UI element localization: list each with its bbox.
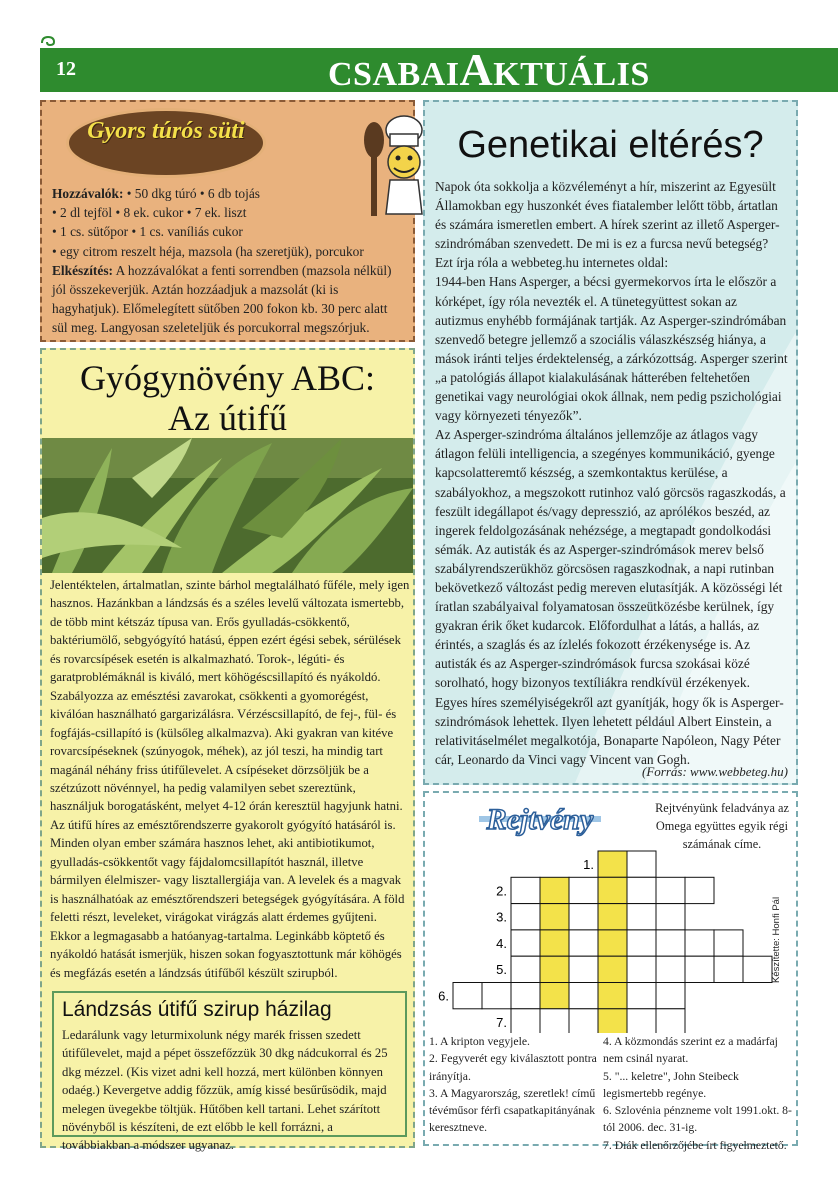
clues-left <box>429 1033 601 1137</box>
row-number: 2. <box>496 883 507 899</box>
recipe-label: Elkészítés: <box>52 262 113 278</box>
grid-cell <box>656 904 685 930</box>
herb-title-line2: Az útifű <box>168 398 287 438</box>
row-number: 1. <box>583 857 594 872</box>
grid-cell <box>540 930 569 956</box>
grid-cell <box>569 930 598 956</box>
grid-cell <box>685 956 714 982</box>
grid-cell <box>569 1009 598 1033</box>
grid-cell <box>656 956 685 982</box>
clue: 3. A Magyarország, szeretlek! című tévéműsor férfi csapatkapitányának keresztneve. <box>429 1086 596 1135</box>
grid-cell <box>598 956 627 982</box>
recipe-text: • egy citrom reszelt héja, mazsola (ha szeretjük), porcukor <box>52 243 364 259</box>
puzzle-intro: Rejtvényünk feladványa az Omega együttes egyik régi számának címe. <box>655 801 789 851</box>
herb-title <box>42 358 413 438</box>
clue: 7. Diák ellenőrzőjébe írt figyelmeztető. <box>603 1138 787 1152</box>
grid-cell <box>656 1009 685 1033</box>
grid-cell <box>482 983 511 1009</box>
grid-cell <box>598 983 627 1009</box>
row-number: 3. <box>496 909 507 925</box>
grid-cell <box>540 983 569 1009</box>
crossword-grid[interactable] <box>425 793 796 1033</box>
recipe-text: • 2 dl tejföl • 8 ek. cukor • 7 ek. liszt <box>52 205 247 221</box>
puzzle-credit: Készítette: Honfi Pál <box>771 896 782 983</box>
header-bar <box>40 44 838 95</box>
grid-cell <box>511 1009 540 1033</box>
recipe-text: A hozzávalókat a fenti sorrendben (mazsola nélkül) jól összekeverjük. Aztán hozzáadjuk a mazsolát (ki is hagyhatjuk). Előmelegített sütőben 200 fokon kb. 30 perc alatt sül meg. Langyosan szeleteljük és porcukorral megszórjuk. <box>52 262 392 336</box>
grid-cell <box>627 851 656 877</box>
clue: 2. Fegyverét egy kiválasztott pontra irányítja. <box>429 1052 597 1083</box>
grid-cell <box>598 877 627 903</box>
grid-cell <box>511 930 540 956</box>
herb-body: Jelentéktelen, ártalmatlan, szinte bárhol megtalálható fűféle, mely igen hasznos. Hazánkban a lándzsás és a széles levelű változata ismertebb, de több mint kétszáz típusa van. Erős gyulladás-csökkentő, baktériumölő, sebgyógyító hatású, éppen ezért égési sebek, sérülések és rovarcsípések esetén is alkalmazható. Torok-, légúti- és garatproblémáknál is kiváló, mert köhögéscsillapító és nyákoldó. Szabályozza az emésztési zavarokat, csökkenti a gyomorégést, kiválóan használható gargarizálásra. Vérzéscsillapító, de fej-, fül- és fogfájás-csillapító is (külsőleg alkalmazva). Aki gyakran van kitéve rovarcsípéseknek (szúnyogok, méhek), az jól teszi, ha mindig tart magánál néhány friss útifűlevelet. A csípéseket dörzsöljük be a szétzúzott növénnyel, ha pedig valamilyen sebet szereztünk, használjuk borogatásként, melyet 4-12 órán keresztül hagyjunk hatni. Az útifű híres az emésztőrendszerre gyakorolt gyógyító hatásáról is. Minden olyan ember számára hasznos lehet, aki antibiotikumot, gyulladás-csökkentőt vagy fájdalomcsillapítót használ, illetve bármilyen élelmiszer- vagy lisztallergiája van. A levelek és a magvak is használhatóak az emésztőrendszeri betegségek gyógyítására. A föld feletti részt, leveleket, virágokat virágzás alatt érdemes gyűjteni. Ekkor a legmagasabb a hatóanyag-tartalma. Leginkább köptető és nyákoldó hatását ismerjük, hiszen sokan fogyasztottunk már köhögés és megfázás esetén a lándzsás útifűből készült szirupból. <box>50 578 410 980</box>
herb-article <box>40 348 415 1153</box>
puzzle-box <box>423 791 798 1152</box>
clue: 1. A kripton vegyjele. <box>429 1035 530 1048</box>
grid-cell <box>511 904 540 930</box>
genetics-paragraph: Napok óta sokkolja a közvéleményt a hír, miszerint az Egyesült Államokban egy huszonkét éves fiatalember lelőtt több, ártatlan és számára ismeretlen embert. A hírek szerint az illető Asperger-szindrómában szenvedett. De mi is ez a furcsa nevű betegség? <box>435 179 780 252</box>
genetics-paragraph: Egyes híres személyiségekről azt gyanítják, hogy ők is Asperger-szindrómások lehettek. Ilyen lehetett például Albert Einstein, a relativitáselmélet megalkotója, Bonaparte Napóleon, Nagy Péter cár, Leonardo da Vinci vagy Vincent van Gogh. <box>435 694 784 767</box>
genetics-source: (Forrás: www.webbeteg.hu) <box>642 764 788 779</box>
grid-cell <box>714 956 743 982</box>
grid-cell <box>656 983 685 1009</box>
recipe-label: Hozzávalók: <box>52 186 124 201</box>
recipe-text: • 50 dkg túró • 6 db tojás <box>123 186 260 201</box>
genetics-article <box>423 100 798 785</box>
masthead-part-c: KTUÁLIS <box>493 56 650 93</box>
grid-cell <box>598 851 627 877</box>
grid-cell <box>627 956 656 982</box>
recipe-badge <box>66 108 266 178</box>
row-number: 5. <box>496 962 507 978</box>
grid-cell <box>685 877 714 903</box>
grid-cell <box>511 983 540 1009</box>
clue: 5. "... keletre", John Steibeck legismertebb regénye. <box>603 1069 739 1100</box>
grid-cell <box>627 930 656 956</box>
grid-cell <box>540 877 569 903</box>
clues-right <box>603 1033 799 1154</box>
recipe-text: • 1 cs. sütőpor • 1 cs. vaníliás cukor <box>52 224 243 240</box>
masthead-part-b: A <box>459 44 494 95</box>
grid-cell <box>685 930 714 956</box>
recipe-line <box>52 184 403 203</box>
grid-cell <box>656 877 685 903</box>
genetics-body <box>425 167 796 769</box>
grid-cell <box>743 956 772 982</box>
genetics-paragraph: Az Asperger-szindróma általános jellemzője az átlagos vagy átlagon felüli intelligencia, a szegényes kommunikáció, gyenge kapcsolatteremtő készség, a szemkontaktus kerülése, a szabályokhoz, a megszokott rutinhoz való görcsös ragaszkodás, a feszült idegállapot és/vagy depresszió, az aprólékos beszéd, az ingerek feldolgozásának nehézsége, a megtapadt gondolkodási sémák. Az autisták és az Asperger-szindrómások merev belső szabályrendszerükhöz görcsösen ragaszkodnak, a napi rutinban bekövetkező változást pedig mereven elutasítják. A közösségi lét íratlan szabályaival folyamatosan összeütközésbe kerülnek, így gyakran érik őket kudarcok. Előfordulhat a látás, a hallás, az érintés, a szaglás és az ízlelés fokozott érzékenysége is. Az autisták és az Asperger-szindrómások furcsa szokásai közé sorolható, hogy bizonyos textíliákra rendkívül érzékenyek. <box>435 427 786 691</box>
grid-cell <box>714 930 743 956</box>
recipe-line <box>52 242 403 261</box>
recipe-line <box>52 261 403 338</box>
syrup-title: Lándzsás útifű szirup házilag <box>62 998 332 1021</box>
genetics-paragraph: 1944-ben Hans Asperger, a bécsi gyermekorvos írta le először a kórképet, így róla nevezték el. A tünetegyüttest sokan az autizmus enyhébb formájának tartják. Az Asperger-szindrómában szenvedő betegre jellemző a szociális válaszkészség hiánya, a mások iránti teljes érdektelenség, a zárkózottság. Asperger szerint „a patológiás állapot kialakulásának hátterében feltehetően genetikai vagy neurológiai okok állnak, nem pedig pszichológiai vagy környezeti tényezők”. <box>435 274 788 424</box>
grid-cell <box>598 1009 627 1033</box>
grid-cell <box>656 930 685 956</box>
row-number: 6. <box>438 988 449 1004</box>
plantain-photo <box>42 438 413 573</box>
grid-cell <box>540 1009 569 1033</box>
grid-cell <box>569 877 598 903</box>
grid-cell <box>569 904 598 930</box>
grid-cell <box>598 930 627 956</box>
grid-cell <box>598 904 627 930</box>
syrup-body: Ledarálunk vagy leturmixolunk négy marék frissen szedett útifűlevelet, majd a pépet összefőzzük 30 dkg nádcukorral és 25 dkg mézzel. (Kis vizet adni kell hozzá, mert különben könnyen odaég.) Kevergetve addig főzzük, amíg kissé besűrűsödik, majd melegen üvegekbe töltjük. Hűtőben kell tartani. Lehet szárított növényből is készíteni, de ezt előbb le kell forrázni, a továbbiakban a módszer ugyanaz. <box>62 1028 388 1153</box>
genetics-title: Genetikai eltérés? <box>457 124 764 166</box>
recipe-badge-text: Gyors túrós süti <box>87 118 245 144</box>
grid-cell <box>569 983 598 1009</box>
row-number: 7. <box>496 1014 507 1030</box>
grid-cell <box>540 904 569 930</box>
puzzle-title: Rejtvény <box>486 803 594 836</box>
genetics-paragraph: Ezt írja róla a webbeteg.hu internetes oldal: <box>435 255 669 271</box>
grid-cell <box>453 983 482 1009</box>
masthead-part-a: CSABAI <box>328 56 460 93</box>
herb-title-line1: Gyógynövény ABC: <box>79 358 375 398</box>
recipe-box <box>40 100 415 342</box>
grid-cell <box>569 956 598 982</box>
grid-cell <box>627 1009 656 1033</box>
grid-cell <box>627 877 656 903</box>
syrup-box <box>52 991 407 1153</box>
grid-cell <box>627 983 656 1009</box>
masthead <box>328 44 650 97</box>
recipe-line <box>52 222 403 241</box>
clue: 6. Szlovénia pénzneme volt 1991.okt. 8-tól 2006. dec. 31-ig. <box>603 1104 792 1135</box>
row-number: 4. <box>496 935 507 951</box>
grid-cell <box>540 956 569 982</box>
clue: 4. A közmondás szerint ez a madárfaj nem csinál nyarat. <box>603 1035 778 1066</box>
swirl-icon <box>40 35 56 47</box>
grid-cell <box>511 877 540 903</box>
page-number: 12 <box>56 58 76 80</box>
recipe-line <box>52 203 403 222</box>
grid-cell <box>627 904 656 930</box>
grid-cell <box>511 956 540 982</box>
